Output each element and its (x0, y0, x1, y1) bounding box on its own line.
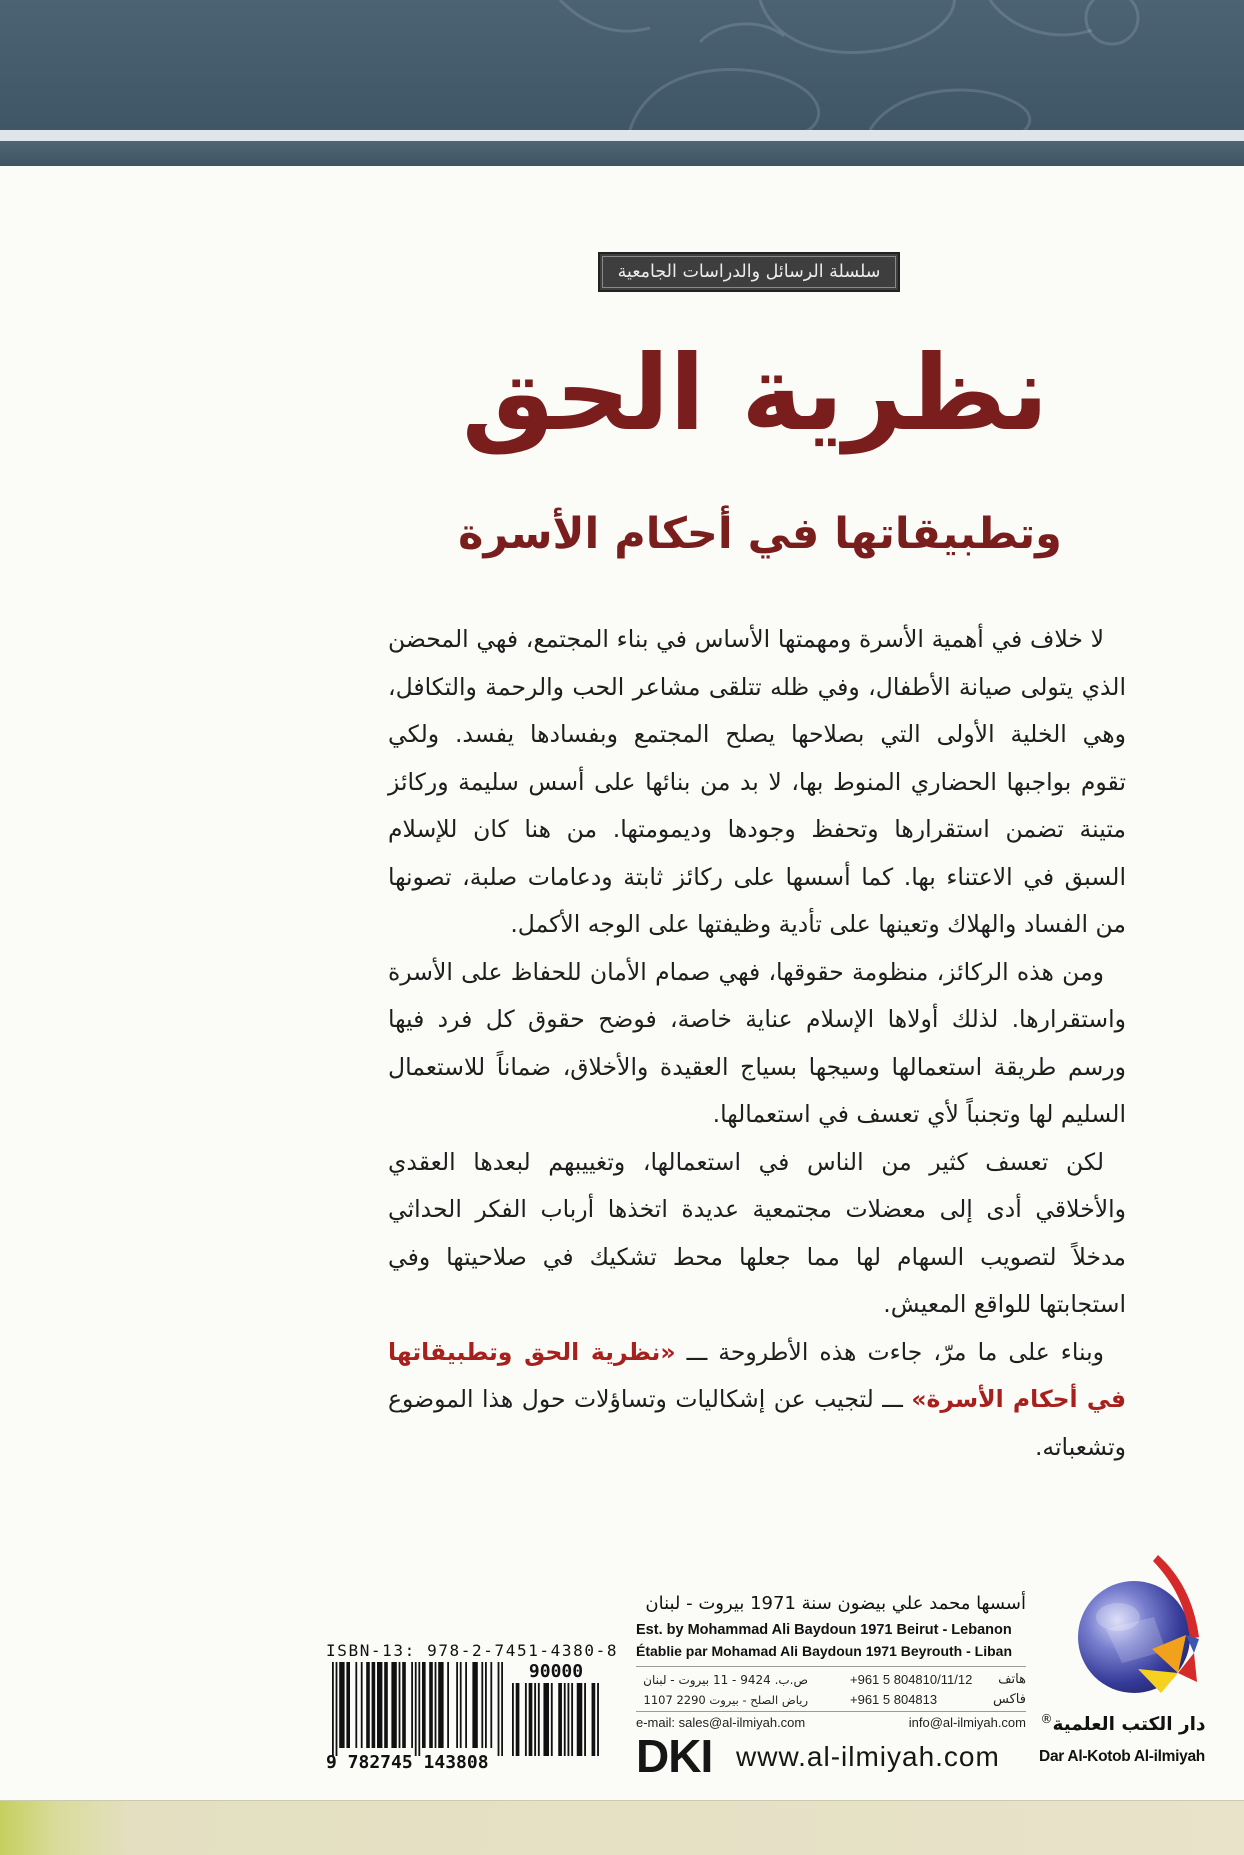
isbn-label: ISBN-13: 978-2-7451-4380-8 (326, 1641, 619, 1660)
barcode-bar (592, 1683, 596, 1756)
blurb-text: وبناء على ما مرّ، جاءت هذه الأطروحة ـــ (675, 1337, 1104, 1366)
barcode-bar (564, 1683, 566, 1756)
barcode-bar (438, 1662, 443, 1748)
barcode-bar (551, 1683, 553, 1756)
phone-row (850, 1671, 1026, 1689)
barcode-bar (435, 1662, 437, 1748)
barcode-bar (472, 1662, 477, 1748)
founded-line-english: Est. by Mohammad Ali Baydoun 1971 Beirut - Lebanon (636, 1622, 1012, 1638)
blurb-line: ومن هذه الركائز، منظومة حقوقها، فهي صمام الأمان للحفاظ على الأسرة (388, 957, 1104, 986)
blurb-line: الذي يتولى صيانة الأطفال، وفي ظله تتلقى مشاعر الحب والرحمة والتكافل، (388, 672, 1126, 701)
isbn-barcode-digits: 9 782745 143808 (326, 1752, 489, 1773)
barcode-bar (339, 1662, 344, 1748)
barcode-bar (346, 1662, 350, 1748)
barcode-bar (456, 1662, 458, 1748)
registered-mark: ® (1040, 1712, 1053, 1726)
barcode-bar (366, 1662, 370, 1748)
blurb-line: استجابتها للواقع المعيش. (883, 1290, 1126, 1318)
barcode-bar (377, 1662, 382, 1748)
info-email: info@al-ilmiyah.com (908, 1715, 1026, 1730)
blurb-line: لكن تعسف كثير من الناس في استعمالها، وتغييبهم لبعدها العقدي (388, 1147, 1104, 1176)
blurb-line: واستقرارها. لذلك أولاها الإسلام عناية خاصة، فوضح حقوق كل فرد فيها (388, 1005, 1126, 1033)
barcode-bar (543, 1683, 549, 1756)
blurb-text: ـــ لتجيب عن إشكاليات وتساؤلات حول هذا الموضوع (388, 1385, 912, 1413)
barcode-bar (501, 1662, 503, 1756)
barcode-bar (516, 1683, 520, 1756)
blurb-line (388, 1329, 1126, 1377)
top-band-lower (0, 141, 1244, 166)
publisher-name-ar-text: دار الكتب العلمية (1052, 1714, 1206, 1736)
top-stripe (0, 130, 1244, 141)
barcode-bar (571, 1683, 573, 1756)
book-subtitle: وتطبيقاتها في أحكام الأسرة (458, 509, 1062, 559)
barcode-bar (490, 1662, 492, 1748)
barcode-bar (411, 1662, 413, 1748)
globe-book-logo-icon (1068, 1555, 1208, 1700)
barcode-bar (361, 1662, 363, 1748)
barcode-bar (422, 1662, 426, 1748)
bottom-band (0, 1800, 1244, 1855)
phone-number: +961 5 804810/11/12 (850, 1672, 973, 1687)
founded-line-arabic: أسسها محمد علي بيضون سنة 1971 بيروت - لبنان (645, 1593, 1026, 1614)
website-url: www.al-ilmiyah.com (736, 1741, 1000, 1772)
back-cover-blurb (388, 616, 1126, 1471)
blurb-line: السليم لها وتجنباً لأي تعسف في استعمالها. (712, 1100, 1126, 1128)
barcode-bar (512, 1683, 514, 1756)
founded-line-french: Établie par Mohamad Ali Baydoun 1971 Beyrouth - Liban (636, 1643, 1012, 1659)
blurb-paragraph-3 (388, 1139, 1126, 1329)
barcode-bar (538, 1683, 540, 1756)
fax-number: +961 5 804813 (850, 1692, 938, 1707)
barcode-bar (481, 1662, 483, 1748)
barcode-bar (568, 1683, 570, 1756)
barcode-bar (460, 1662, 462, 1748)
barcode-bar (332, 1662, 334, 1756)
blurb-line: وتشعباته. (1034, 1432, 1126, 1461)
blurb-line: من الفساد والهلاك وتعينها على تأدية وظيفتها على الوجه الأكمل. (510, 910, 1126, 938)
barcode-bar (529, 1683, 533, 1756)
barcode-bar (534, 1683, 536, 1756)
blurb-line: ورسم طريقة استعمالها وسيجها بسياج العقيدة والأخلاق، ضماناً للاستعمال (388, 1052, 1126, 1081)
blurb-line: وهي الخلية الأولى التي بصلاحها يصلح المجتمع وبفسادها يفسد. ولكي (388, 720, 1126, 748)
sales-email: e-mail: sales@al-ilmiyah.com (636, 1715, 806, 1730)
phone-label: هاتف (998, 1672, 1026, 1687)
barcode-bar (415, 1662, 417, 1756)
book-title: نظرية الحق (461, 332, 1049, 454)
blurb-line (388, 1376, 1126, 1424)
barcode-bar (584, 1683, 586, 1756)
blurb-paragraph-4 (388, 1329, 1126, 1472)
barcode-bar (597, 1683, 599, 1756)
barcode-bar (418, 1662, 420, 1756)
barcode-bar (391, 1662, 396, 1748)
barcode-bar (498, 1662, 500, 1756)
barcode-bar (525, 1683, 527, 1756)
blurb-paragraph-1 (388, 616, 1126, 949)
barcode-bar (372, 1662, 376, 1748)
blurb-line: متينة تضمن استقرارها وتحفظ وجودها وديمومتها. من هنا كان للإسلام (388, 815, 1126, 843)
series-label: سلسلة الرسائل والدراسات الجامعية (598, 252, 900, 292)
po-box: ص.ب. 9424 - 11 بيروت - لبنان (643, 1673, 808, 1687)
dki-brand-mark: DKI (636, 1730, 713, 1782)
barcode-bar (402, 1662, 406, 1748)
barcode-bar (558, 1683, 562, 1756)
address: رياض الصلح - بيروت 2290 1107 (643, 1693, 808, 1707)
barcode-bar (485, 1662, 487, 1748)
barcode-bar (355, 1662, 357, 1748)
blurb-line: تقوم بواجبها الحضاري المنوط بها، لا بد من بنائها على أسس سليمة وركائز (388, 767, 1126, 796)
highlighted-title-quote: «نظرية الحق وتطبيقاتها (388, 1337, 676, 1366)
barcode-bar (429, 1662, 433, 1748)
barcode-bar (465, 1662, 467, 1748)
blurb-line: والأخلاقي أدى إلى معضلات مجتمعية عديدة اتخذها أرباب الفكر الحداثي (388, 1195, 1126, 1223)
publisher-name-arabic (1038, 1700, 1208, 1738)
highlighted-title-quote: في أحكام الأسرة» (911, 1385, 1126, 1413)
fax-label: فاكس (993, 1692, 1026, 1707)
divider (636, 1666, 1026, 1667)
barcode-bar (577, 1683, 583, 1756)
publisher-name-latin: Dar Al-Kotob Al-ilmiyah (1039, 1748, 1205, 1765)
isbn-price-addon: 90000 (528, 1661, 584, 1682)
isbn-barcode (328, 1662, 628, 1758)
blurb-paragraph-2 (388, 949, 1126, 1139)
blurb-line: لا خلاف في أهمية الأسرة ومهمتها الأساس في بناء المجتمع، فهي المحضن (388, 625, 1104, 653)
ornament-swirls (0, 0, 1244, 130)
fax-row (850, 1691, 1026, 1709)
blurb-line: السبق في الاعتناء بها. كما أسسها على ركائز ثابتة ودعامات صلبة، تصونها (388, 862, 1126, 891)
divider (636, 1711, 1026, 1712)
barcode-bar (336, 1662, 338, 1756)
barcode-bar (384, 1662, 388, 1748)
barcode-bar (399, 1662, 401, 1748)
blurb-line: مدخلاً لتصويب السهام لها مما جعلها محط تشكيك في صلاحيتها وفي (388, 1242, 1126, 1271)
barcode-bar (447, 1662, 449, 1748)
